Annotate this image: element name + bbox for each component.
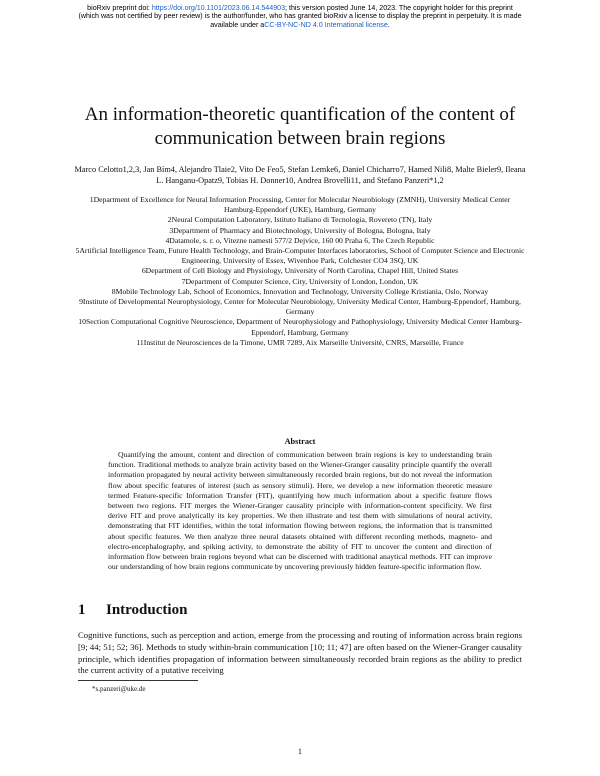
affiliation: 2Neural Computation Laboratory, Istituto Italiano di Tecnologia, Rovereto (TN), Italy bbox=[167, 215, 433, 225]
affiliation: 1Department of Excellence for Neural Information Processing, Center for Molecular Neurobiology (ZMNH), University Medical Center Hamburg-Eppendorf (UKE), Hamburg, Germany bbox=[89, 195, 511, 215]
banner-line-2: (which was not certified by peer review) is the author/funder, who has granted bioRxiv a license to display the preprint in perpetuity. It is made bbox=[78, 12, 522, 21]
page-number: 1 bbox=[297, 747, 303, 756]
banner-line-3: available under aCC-BY-NC-ND 4.0 International license. bbox=[210, 20, 390, 29]
affiliations bbox=[75, 195, 525, 348]
section-number: 1 bbox=[78, 602, 86, 618]
abstract-text: Quantifying the amount, content and direction of communication between brain regions is key to understanding brain function. Traditional methods to analyze brain activity based on the Wiener-Granger causality principle quantify the overall information propagated by neural activity between simultaneously recorded brain regions, but do not reveal the information flow about specific features of interest (such as sensory stimuli). Here, we develop a new information theoretic measure termed Feature-specific Information Transfer (FIT), quantifying how much information about a specific feature flows between two regions. FIT merges the Wiener-Granger causality principle with information-content specificity. We first derive FIT and prove analytically its key properties. We then illustrate and test them with simulations of neural activity, demonstrating that FIT identifies, within the total information flowing between regions, the information that is transmitted about specific features. We then analyze three neural datasets obtained with different recording methods, magneto- and electro-encephalography, and spiking activity, to demonstrate the ability of FIT to uncover the content and direction of information flow between brain regions beyond what can be discerned with traditional anaytical methods. FIT can improve our understanding of how brain regions communicate by uncovering previously hidden feature-specific information flow. bbox=[108, 450, 492, 572]
affiliation: 4Datamole, s. r. o, Vitezne namesti 577/2 Dejvice, 160 00 Praha 6, The Czech Republic bbox=[165, 235, 435, 245]
preprint-banner bbox=[40, 4, 560, 29]
paper-title: An information-theoretic quantification of the content of communication between brain regions bbox=[84, 104, 516, 149]
affiliation: 6Department of Cell Biology and Physiology, University of North Carolina, Chapel Hill, United States bbox=[141, 266, 459, 276]
footnote: *s.panzeri@uke.de bbox=[92, 685, 146, 693]
affiliation: 5Artificial Intelligence Team, Future Health Technology, and Brain-Computer Interfaces laboratories, School of Computer Science and Electronic Engineering, University of Essex, Wivenhoe Park, Colchester CO4 3SQ, UK bbox=[75, 246, 525, 266]
affiliation: 11Institut de Neurosciences de la Timone, UMR 7289, Aix Marseille Université, CNRS, Marseille, France bbox=[136, 337, 464, 347]
affiliation: 9Institute of Developmental Neurophysiology, Center for Molecular Neurobiology, University Medical Center, Hamburg-Eppendorf, Hamburg, Germany bbox=[79, 297, 521, 317]
footnote-rule bbox=[78, 680, 198, 681]
intro-paragraph: Cognitive functions, such as perception and action, emerge from the processing and routing of information across brain regions [9; 44; 51; 52; 36]. Methods to study within-brain communication [10; 11; 47] are often based on the Wiener-Granger causality principle, which identifies propagation of information between simultaneously recorded brain regions as the ability to predict the current activity of a putative receiving bbox=[78, 630, 522, 676]
author-list: Marco Celotto1,2,3, Jan Bím4, Alejandro Tlaie2, Vito De Feo5, Stefan Lemke6, Daniel Chicharro7, Hamed Nili8, Malte Bieler9, Ileana L. Hanganu-Opatz9, Tobias H. Donner10, Andrea Brovelli11, and Stefano Panzeri*1,2 bbox=[74, 165, 526, 185]
banner-line-1: bioRxiv preprint doi: https://doi.org/10.1101/2023.06.14.544903; this version posted June 14, 2023. The copyright holder for this preprint bbox=[87, 4, 513, 12]
affiliation: 3Department of Pharmacy and Biotechnology, University of Bologna, Bologna, Italy bbox=[169, 225, 431, 235]
section-title: Introduction bbox=[106, 602, 188, 618]
section-heading bbox=[78, 602, 187, 619]
doi-link[interactable]: https://doi.org/10.1101/2023.06.14.544903 bbox=[151, 4, 286, 12]
affiliation: 7Department of Computer Science, City, University of London, London, UK bbox=[181, 276, 419, 286]
affiliation: 8Mobile Technology Lab, School of Economics, Innovation and Technology, University College Kristiania, Oslo, Norway bbox=[111, 286, 489, 296]
license-link[interactable]: CC-BY-NC-ND 4.0 International license bbox=[264, 20, 388, 29]
abstract-heading: Abstract bbox=[284, 437, 316, 446]
affiliation: 10Section Computational Cognitive Neuroscience, Department of Neurophysiology and Pathophysiology, University Medical Center Hamburg-Eppendorf, Hamburg, Germany bbox=[78, 317, 522, 337]
